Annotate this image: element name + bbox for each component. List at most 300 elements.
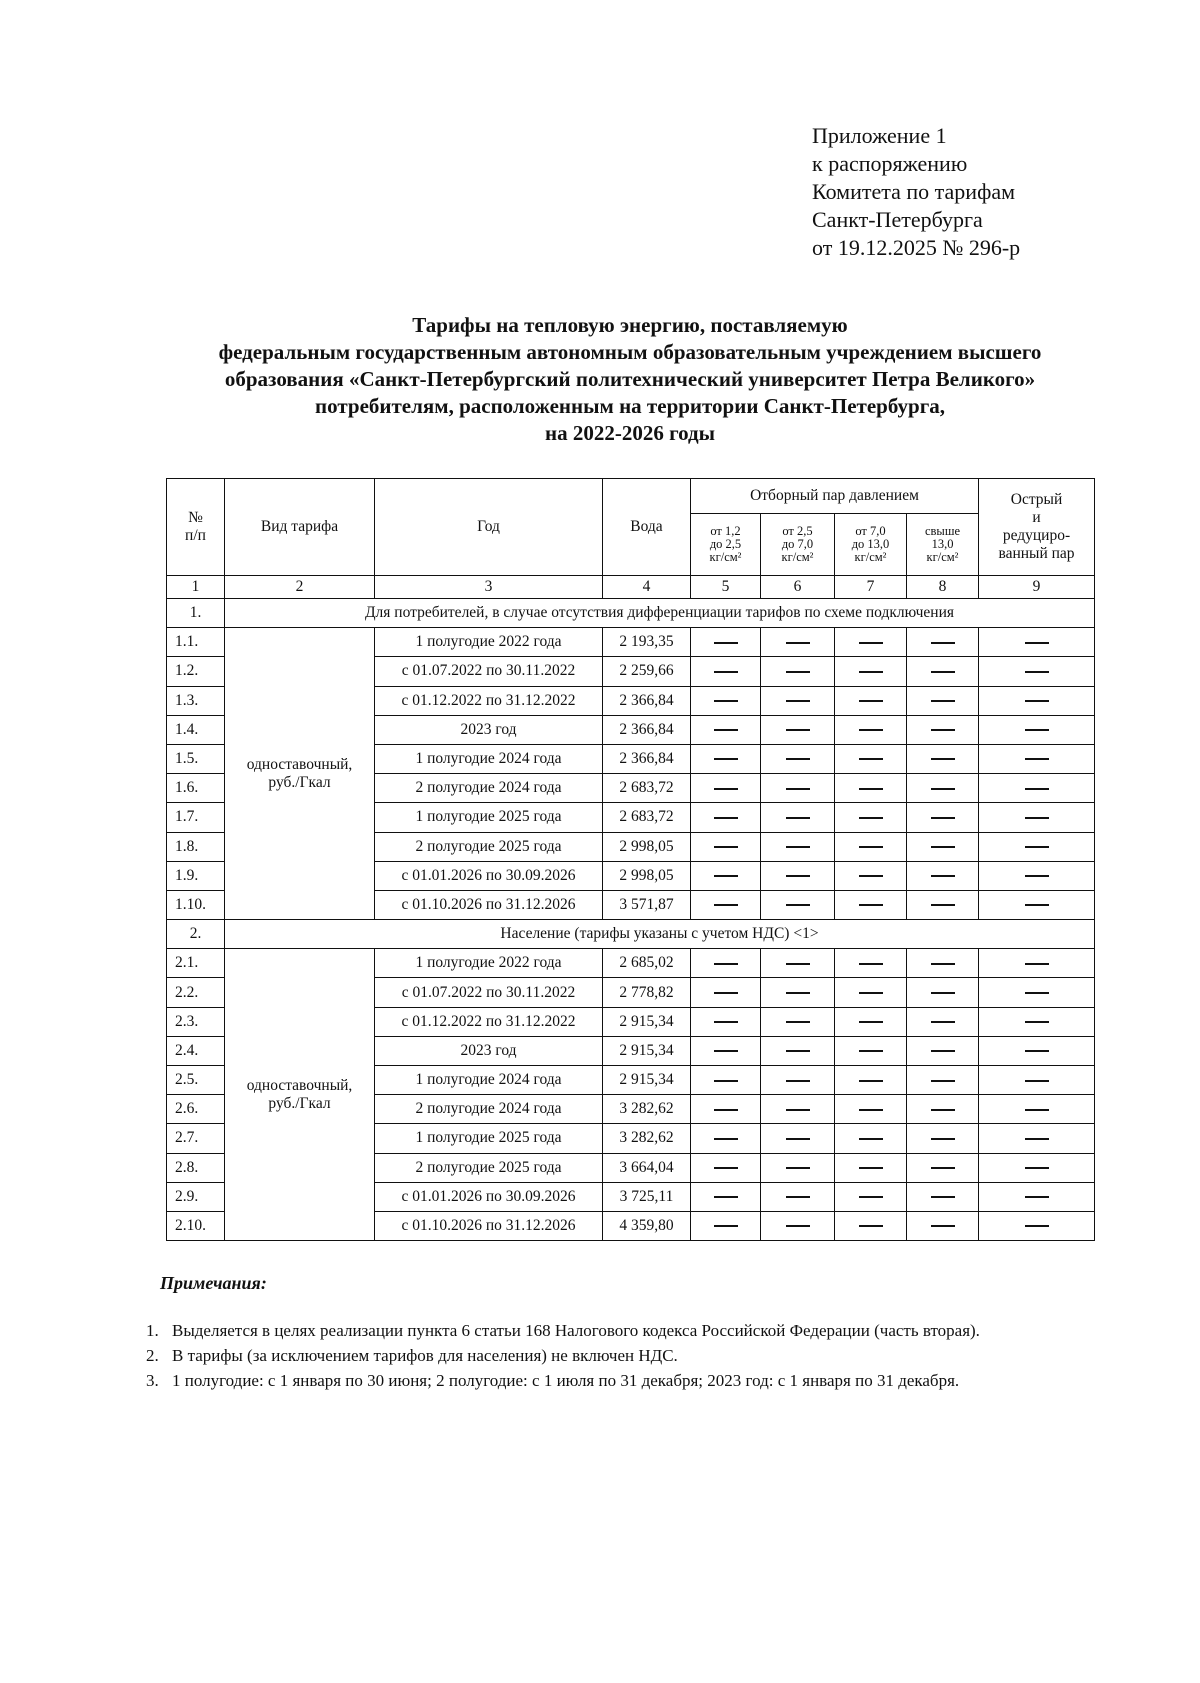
dash-mark [786,1021,810,1023]
steam-tariff-cell [691,978,761,1007]
dash-mark [859,875,883,877]
sharp-steam-tariff-cell [979,744,1095,773]
steam-tariff-cell [835,657,907,686]
row-number: 2.5. [167,1066,225,1095]
steam-tariff-cell [907,1095,979,1124]
water-tariff-cell: 2 366,84 [603,744,691,773]
steam-tariff-cell [691,744,761,773]
steam-tariff-cell [761,1007,835,1036]
table-row [167,628,1095,657]
header-text: от 1,2 [710,524,741,538]
steam-tariff-cell [835,1124,907,1153]
header-text: кг/см² [709,550,742,564]
steam-tariff-cell [691,890,761,919]
water-tariff-cell: 2 193,35 [603,628,691,657]
period-cell: с 01.10.2026 по 31.12.2026 [375,890,603,919]
steam-tariff-cell [761,832,835,861]
header-text: кг/см² [854,550,887,564]
header-text: до 2,5 [709,537,742,551]
dash-mark [786,1138,810,1140]
dash-mark [714,1021,738,1023]
steam-tariff-cell [691,1036,761,1065]
steam-tariff-cell [907,715,979,744]
dash-mark [931,1225,955,1227]
steam-tariff-cell [761,657,835,686]
steam-tariff-cell [761,686,835,715]
steam-tariff-cell [907,1036,979,1065]
steam-tariff-cell [761,1153,835,1182]
water-tariff-cell: 2 366,84 [603,715,691,744]
annex-line: Санкт-Петербурга [812,207,983,232]
dash-mark [931,1196,955,1198]
water-tariff-cell: 3 282,62 [603,1124,691,1153]
dash-mark [714,846,738,848]
steam-tariff-cell [835,744,907,773]
title-line: Тарифы на тепловую энергию, поставляемую [412,313,848,337]
title-line: федеральным государственным автономным образовательным учреждением высшего [218,340,1042,364]
dash-mark [859,963,883,965]
steam-tariff-cell [761,1211,835,1240]
dash-mark [859,1050,883,1052]
row-number: 1.10. [167,890,225,919]
dash-mark [931,904,955,906]
sharp-steam-tariff-cell [979,890,1095,919]
dash-mark [1025,642,1049,644]
column-index: 4 [603,576,691,599]
title-line: образования «Санкт-Петербургский политехнический университет Петра Великого» [224,367,1036,391]
dash-mark [931,642,955,644]
steam-tariff-cell [691,832,761,861]
steam-tariff-cell [907,949,979,978]
dash-mark [931,1109,955,1111]
dash-mark [859,992,883,994]
header-cell-steam: Отборный пар давлением [691,479,979,514]
dash-mark [714,1050,738,1052]
column-index: 8 [907,576,979,599]
note-text: Выделяется в целях реализации пункта 6 статьи 168 Налогового кодекса Российской Федерации (часть вторая). [172,1321,980,1340]
tariff-table [166,478,1095,1241]
steam-tariff-cell [835,686,907,715]
sharp-steam-tariff-cell [979,1211,1095,1240]
row-number: 1.8. [167,832,225,861]
water-tariff-cell: 3 725,11 [603,1182,691,1211]
water-tariff-cell: 2 915,34 [603,1036,691,1065]
dash-mark [1025,1225,1049,1227]
header-cell-pressure [761,514,835,576]
dash-mark [859,700,883,702]
dash-mark [1025,963,1049,965]
dash-mark [1025,1080,1049,1082]
water-tariff-cell: 2 259,66 [603,657,691,686]
steam-tariff-cell [835,832,907,861]
period-cell: 2 полугодие 2024 года [375,774,603,803]
steam-tariff-cell [761,1095,835,1124]
dash-mark [1025,1138,1049,1140]
section-number: 2. [167,920,225,949]
dash-mark [786,642,810,644]
steam-tariff-cell [691,1124,761,1153]
dash-mark [931,1080,955,1082]
dash-mark [1025,729,1049,731]
header-text: до 13,0 [851,537,890,551]
header-text: от 2,5 [782,524,813,538]
tariff-type-cell [225,628,375,920]
water-tariff-cell: 2 366,84 [603,686,691,715]
dash-mark [714,817,738,819]
sharp-steam-tariff-cell [979,628,1095,657]
dash-mark [859,817,883,819]
dash-mark [786,671,810,673]
dash-mark [859,758,883,760]
dash-mark [1025,992,1049,994]
note-text: 1 полугодие: с 1 января по 30 июня; 2 полугодие: с 1 июля по 31 декабря; 2023 год: с 1 января по 31 декабря. [172,1371,960,1390]
steam-tariff-cell [761,715,835,744]
dash-mark [714,963,738,965]
row-number: 1.7. [167,803,225,832]
steam-tariff-cell [835,978,907,1007]
steam-tariff-cell [835,628,907,657]
dash-mark [786,1167,810,1169]
dash-mark [859,671,883,673]
steam-tariff-cell [907,657,979,686]
steam-tariff-cell [761,978,835,1007]
header-text: от 7,0 [855,524,886,538]
steam-tariff-cell [691,1153,761,1182]
steam-tariff-cell [907,1182,979,1211]
period-cell: 1 полугодие 2025 года [375,803,603,832]
sharp-steam-tariff-cell [979,861,1095,890]
header-text: кг/см² [781,550,814,564]
note-number: 2. [146,1346,159,1365]
row-number: 2.6. [167,1095,225,1124]
steam-tariff-cell [761,949,835,978]
sharp-steam-tariff-cell [979,978,1095,1007]
steam-tariff-cell [835,949,907,978]
header-cell-num [167,479,225,576]
steam-tariff-cell [835,861,907,890]
dash-mark [931,671,955,673]
dash-mark [1025,846,1049,848]
water-tariff-cell: 2 915,34 [603,1066,691,1095]
row-number: 2.8. [167,1153,225,1182]
period-cell: 2 полугодие 2025 года [375,1153,603,1182]
tariff-type-text: одноставочный, [246,755,353,773]
sharp-steam-tariff-cell [979,1036,1095,1065]
water-tariff-cell: 3 664,04 [603,1153,691,1182]
dash-mark [859,1021,883,1023]
steam-tariff-cell [691,715,761,744]
steam-tariff-cell [691,1182,761,1211]
water-tariff-cell: 2 685,02 [603,949,691,978]
sharp-steam-tariff-cell [979,686,1095,715]
row-number: 1.3. [167,686,225,715]
dash-mark [1025,1109,1049,1111]
steam-tariff-cell [907,1153,979,1182]
dash-mark [859,846,883,848]
dash-mark [714,1138,738,1140]
header-text: п/п [185,527,206,544]
note-number: 1. [146,1321,159,1340]
dash-mark [859,729,883,731]
water-tariff-cell: 2 998,05 [603,832,691,861]
steam-tariff-cell [907,1066,979,1095]
steam-tariff-cell [761,1124,835,1153]
header-cell-water: Вода [603,479,691,576]
row-number: 1.9. [167,861,225,890]
steam-tariff-cell [835,803,907,832]
dash-mark [786,992,810,994]
period-cell: с 01.01.2026 по 30.09.2026 [375,1182,603,1211]
dash-mark [786,1080,810,1082]
section-title: Население (тарифы указаны с учетом НДС) <1> [225,920,1095,949]
title-line: потребителям, расположенным на территории Санкт-Петербурга, [315,394,945,418]
tariff-type-cell [225,949,375,1241]
steam-tariff-cell [835,1182,907,1211]
steam-tariff-cell [907,628,979,657]
dash-mark [931,963,955,965]
row-number: 1.1. [167,628,225,657]
steam-tariff-cell [835,1153,907,1182]
column-index-row [167,576,1095,599]
dash-mark [786,963,810,965]
table-row [167,949,1095,978]
title-line: на 2022-2026 годы [544,421,716,445]
sharp-steam-tariff-cell [979,949,1095,978]
steam-tariff-cell [691,1007,761,1036]
steam-tariff-cell [835,1036,907,1065]
steam-tariff-cell [907,890,979,919]
steam-tariff-cell [761,628,835,657]
dash-mark [859,1138,883,1140]
steam-tariff-cell [907,803,979,832]
dash-mark [859,904,883,906]
dash-mark [1025,904,1049,906]
steam-tariff-cell [691,803,761,832]
dash-mark [931,700,955,702]
steam-tariff-cell [835,1007,907,1036]
water-tariff-cell: 2 998,05 [603,861,691,890]
column-index: 3 [375,576,603,599]
steam-tariff-cell [907,744,979,773]
dash-mark [931,729,955,731]
notes-title: Примечания: [160,1273,267,1293]
steam-tariff-cell [907,774,979,803]
steam-tariff-cell [835,1095,907,1124]
period-cell: с 01.10.2026 по 31.12.2026 [375,1211,603,1240]
tariff-type-text: одноставочный, [246,1076,353,1094]
water-tariff-cell: 2 683,72 [603,774,691,803]
dash-mark [786,875,810,877]
dash-mark [931,846,955,848]
steam-tariff-cell [761,803,835,832]
header-text: Острый [1010,491,1063,508]
header-cell-year: Год [375,479,603,576]
dash-mark [786,729,810,731]
section-number: 1. [167,599,225,628]
tariff-type-text: руб./Гкал [268,1094,331,1112]
steam-tariff-cell [691,949,761,978]
period-cell: 2 полугодие 2024 года [375,1095,603,1124]
period-cell: 1 полугодие 2022 года [375,628,603,657]
column-index: 2 [225,576,375,599]
dash-mark [931,758,955,760]
note-item [146,1343,980,1368]
dash-mark [714,992,738,994]
dash-mark [714,758,738,760]
sharp-steam-tariff-cell [979,832,1095,861]
header-text: и [1032,509,1041,526]
steam-tariff-cell [691,628,761,657]
annex-line: к распоряжению [812,151,968,176]
dash-mark [786,846,810,848]
steam-tariff-cell [691,657,761,686]
period-cell: 2023 год [375,1036,603,1065]
steam-tariff-cell [907,1007,979,1036]
dash-mark [931,1138,955,1140]
header-row [167,479,1095,514]
steam-tariff-cell [907,978,979,1007]
row-number: 2.7. [167,1124,225,1153]
dash-mark [1025,671,1049,673]
steam-tariff-cell [691,861,761,890]
dash-mark [931,788,955,790]
dash-mark [931,1021,955,1023]
column-index: 5 [691,576,761,599]
note-text: В тарифы (за исключением тарифов для населения) не включен НДС. [172,1346,678,1365]
section-row [167,920,1095,949]
column-index: 7 [835,576,907,599]
dash-mark [786,1196,810,1198]
row-number: 1.2. [167,657,225,686]
dash-mark [786,700,810,702]
period-cell: с 01.01.2026 по 30.09.2026 [375,861,603,890]
steam-tariff-cell [691,1066,761,1095]
dash-mark [931,875,955,877]
annex-line: от 19.12.2025 № 296-р [812,235,1021,260]
dash-mark [714,788,738,790]
sharp-steam-tariff-cell [979,803,1095,832]
period-cell: с 01.12.2022 по 31.12.2022 [375,686,603,715]
header-text: 13,0 [931,537,954,551]
dash-mark [714,729,738,731]
period-cell: с 01.12.2022 по 31.12.2022 [375,1007,603,1036]
steam-tariff-cell [761,890,835,919]
row-number: 2.9. [167,1182,225,1211]
row-number: 2.4. [167,1036,225,1065]
section-title: Для потребителей, в случае отсутствия дифференциации тарифов по схеме подключения [225,599,1095,628]
dash-mark [786,817,810,819]
header-cell-pressure [835,514,907,576]
dash-mark [714,1167,738,1169]
dash-mark [786,758,810,760]
steam-tariff-cell [907,1211,979,1240]
dash-mark [786,1225,810,1227]
header-text: ванный пар [998,545,1075,562]
row-number: 2.10. [167,1211,225,1240]
dash-mark [714,1109,738,1111]
steam-tariff-cell [835,890,907,919]
dash-mark [714,1225,738,1227]
annex-block [812,122,1020,262]
dash-mark [714,700,738,702]
steam-tariff-cell [691,774,761,803]
steam-tariff-cell [761,774,835,803]
dash-mark [714,671,738,673]
dash-mark [786,904,810,906]
dash-mark [714,642,738,644]
dash-mark [931,817,955,819]
period-cell: с 01.07.2022 по 30.11.2022 [375,978,603,1007]
steam-tariff-cell [907,832,979,861]
dash-mark [859,1196,883,1198]
sharp-steam-tariff-cell [979,715,1095,744]
steam-tariff-cell [761,1066,835,1095]
note-number: 3. [146,1371,159,1390]
water-tariff-cell: 2 915,34 [603,1007,691,1036]
steam-tariff-cell [835,1066,907,1095]
row-number: 2.3. [167,1007,225,1036]
column-index: 6 [761,576,835,599]
steam-tariff-cell [761,1036,835,1065]
dash-mark [714,875,738,877]
sharp-steam-tariff-cell [979,774,1095,803]
row-number: 1.6. [167,774,225,803]
dash-mark [859,1225,883,1227]
row-number: 1.5. [167,744,225,773]
note-item [146,1318,980,1343]
water-tariff-cell: 3 571,87 [603,890,691,919]
row-number: 2.2. [167,978,225,1007]
header-text: редуциро- [1002,527,1071,544]
steam-tariff-cell [907,1124,979,1153]
header-text: кг/см² [926,550,959,564]
dash-mark [1025,700,1049,702]
sharp-steam-tariff-cell [979,1095,1095,1124]
dash-mark [1025,758,1049,760]
header-cell-sharp [979,479,1095,576]
period-cell: с 01.07.2022 по 30.11.2022 [375,657,603,686]
tariff-type-text: руб./Гкал [268,773,331,791]
steam-tariff-cell [835,1211,907,1240]
header-text: до 7,0 [781,537,814,551]
steam-tariff-cell [691,1095,761,1124]
sharp-steam-tariff-cell [979,1153,1095,1182]
sharp-steam-tariff-cell [979,1007,1095,1036]
note-item [146,1368,980,1393]
dash-mark [1025,875,1049,877]
dash-mark [714,904,738,906]
period-cell: 1 полугодие 2022 года [375,949,603,978]
sharp-steam-tariff-cell [979,1182,1095,1211]
steam-tariff-cell [907,861,979,890]
dash-mark [1025,1167,1049,1169]
water-tariff-cell: 2 778,82 [603,978,691,1007]
period-cell: 1 полугодие 2024 года [375,744,603,773]
row-number: 1.4. [167,715,225,744]
period-cell: 2 полугодие 2025 года [375,832,603,861]
steam-tariff-cell [835,774,907,803]
sharp-steam-tariff-cell [979,1124,1095,1153]
notes-list [146,1318,980,1393]
annex-line: Комитета по тарифам [812,179,1016,204]
dash-mark [1025,1021,1049,1023]
column-index: 9 [979,576,1095,599]
annex-line: Приложение 1 [812,123,947,148]
steam-tariff-cell [761,744,835,773]
dash-mark [1025,1050,1049,1052]
section-row [167,599,1095,628]
water-tariff-cell: 3 282,62 [603,1095,691,1124]
